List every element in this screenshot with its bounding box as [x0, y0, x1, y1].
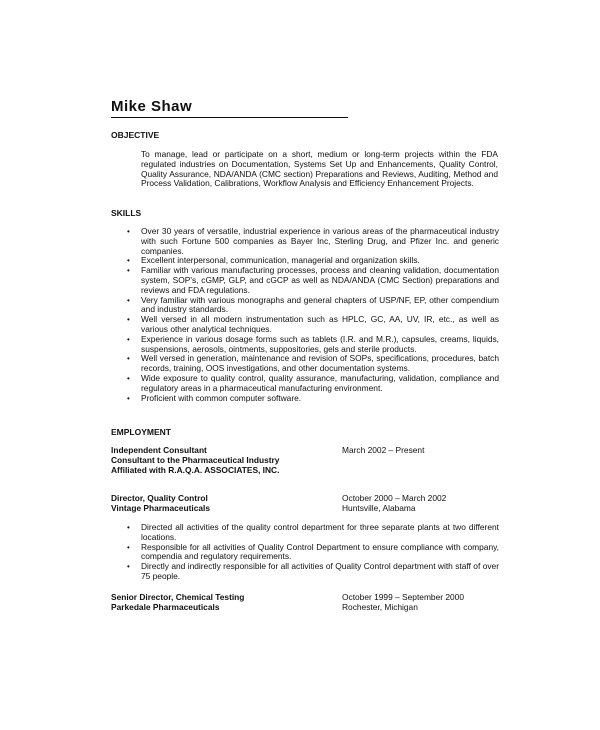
job-1-line: Consultant to the Pharmaceutical Industry [111, 454, 280, 465]
job-3-location: Rochester, Michigan [342, 601, 418, 612]
skills-list [127, 227, 499, 403]
job-2-dates: October 2000 – March 2002 [342, 493, 447, 503]
job-3-title [111, 593, 244, 613]
employment-heading: EMPLOYMENT [111, 427, 171, 437]
name-underline [111, 117, 348, 118]
job-2-duties [127, 523, 499, 582]
candidate-name: Mike Shaw [111, 98, 193, 115]
skill-item: • Well versed in all modern instrumentation such as HPLC, GC, AA, UV, IR, etc., as well as various other analytical techniques. [127, 315, 499, 335]
job-3-dates: October 1999 – September 2000 [342, 592, 464, 602]
skill-item: • Proficient with common computer software. [127, 394, 499, 404]
job-1-line: Independent Consultant [111, 445, 207, 455]
job-2-line: Director, Quality Control [111, 493, 208, 503]
objective-text: To manage, lead or participate on a short, medium or long-term projects within the FDA regulated industries on Documentation, Systems Set Up and Enhancements, Quality Control, Quality Assurance, NDA/ANDA (CMC section) Preparations and Reviews, Auditing, Method and Process Validation, Calibrations, Workflow Analysis and Efficiency Enhancement Projects. [141, 149, 498, 189]
job-2-title [111, 494, 210, 514]
job-1-line: Affiliated with R.A.Q.A. ASSOCIATES, INC. [111, 464, 280, 475]
duty-item: • Responsible for all activities of Quality Control Department to ensure compliance with company, compendia and regulatory requirements. [127, 543, 499, 563]
duty-item: • Directed all activities of the quality control department for three separate plants at two different locations. [127, 523, 499, 543]
skill-item: • Wide exposure to quality control, quality assurance, manufacturing, validation, compliance and regulatory areas in a pharmaceutical manufacturing environment. [127, 374, 499, 394]
objective-heading: OBJECTIVE [111, 130, 160, 140]
skill-item: • Well versed in generation, maintenance and revision of SOPs, specifications, procedures, batch records, training, OOS investigations, and other documentation systems. [127, 354, 499, 374]
job-3-meta [342, 593, 464, 613]
skill-item: • Over 30 years of versatile, industrial experience in various areas of the pharmaceutical industry with such Fortune 500 companies as Bayer Inc, Sterling Drug, and Pfizer Inc. and generic companies. [127, 227, 499, 256]
skills-heading: SKILLS [111, 208, 142, 218]
skill-item: • Excellent interpersonal, communication, managerial and organization skills. [127, 256, 499, 266]
skill-item: • Very familiar with various monographs and general chapters of USP/NF, EP, other compendium and industry standards. [127, 296, 499, 316]
job-2-meta [342, 494, 446, 514]
job-1-title [111, 446, 279, 475]
job-2-location: Huntsville, Alabama [342, 502, 416, 513]
job-3-line: Parkedale Pharmaceuticals [111, 601, 220, 612]
skill-item: • Familiar with various manufacturing processes, process and cleaning validation, documentation system, SOP's, cGMP, GLP, and cGCP as well as NDA/ANDA (CMC Section) preparations and reviews and FDA regulations. [127, 266, 499, 295]
job-1-dates: March 2002 – Present [342, 445, 425, 455]
duty-item: • Directly and indirectly responsible for all activities of Quality Control department with staff of over 75 people. [127, 562, 499, 582]
job-2-line: Vintage Pharmaceuticals [111, 502, 210, 513]
job-1-meta [342, 446, 424, 456]
job-3-line: Senior Director, Chemical Testing [111, 592, 245, 602]
skill-item: • Experience in various dosage forms such as tablets (I.R. and M.R.), capsules, creams, liquids, suspensions, aerosols, ointments, suppositories, gels and sterile products. [127, 335, 499, 355]
